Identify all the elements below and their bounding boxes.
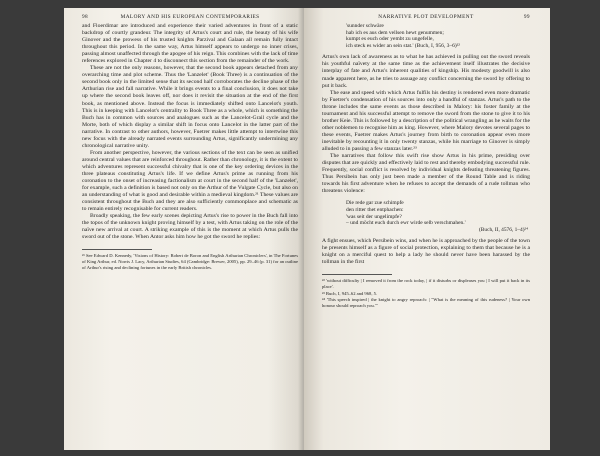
verse-line: hab ich es aus dem vellsen hewt genummen; [346,29,444,36]
verse-line: Die rede gar zue schimpfe [346,200,404,207]
running-header-left [82,10,298,23]
footnote: ²⁴ 'This speech inspired | the knight to angry reproach: | "What is the meaning of this rudeness? | Your own honour should reproach you."' [322,297,530,308]
footnote: ²¹ See Edward D. Kennedy, 'Visions of History: Robert de Boron and English Arthurian Chroniclers', in The Fortunes of King Arthur, ed. Norris J. Lacy, Arthurian Studies, 64 (Cambridge: Brewer, 2005), pp. 29–46 (p. 31) for an outline of Arthur's rising and declining fortunes in the early British chronicles. [82,253,298,270]
left-paragraph: From another perspective, however, the various sections of the text can be seen as unified around central values that are reinforced throughout. Rather than chronology, it is the extent to which adventures represent successful chivalry that is one of the key ordering devices in the three plateaus constituting Artus's life. If we define Artus's prime as running from his coronation to the onset of increasing factionalism at court in the second half of the 'Lanzelet', for example, such a definition is based not only on the Arthur of the Vulgate Cycle, but also on an understanding of what is good and desirable within a medieval kingdom.²¹ These values are consistent throughout the Buch and they are also sufficiently commonplace and schematic as to remain entirely recognisable for current readers. [82,149,298,213]
running-title-right: NARRATIVE PLOT DEVELOPMENT [378,13,474,20]
left-paragraph: Broadly speaking, the few early scenes depicting Artus's rise to power in the Buch fall into the topos of the unknown knight proving himself by a test, with Artus taking on the role of the naïve new arrival at court. A striking example of this is the moment at which Artus pulls the sword out of the stone. When Antor asks him how he got the sword he replies: [82,213,298,241]
verse-line: kumpt es euch oder yembt zu ungefelle, [346,36,434,43]
verse-quotation [346,23,530,49]
right-paragraph: Artus's own lack of awareness as to what he has achieved in pulling out the sword reveals his youthful naïvety at the same time as the achievement itself illustrates the decisive interplay of fate and Artus's inherent qualities of kingship. His modesty goodwill is also made apparent here, as he tries to assuage any conflict concerning the sword by offering to put it back. [322,54,530,89]
page-number-left: 98 [82,13,89,20]
left-paragraph: and Floerdimar are introduced and experience their varied adventures in front of a static backdrop of courtly grandeur. The integrity of Artus's court and rule, the beauty of his wife Ginover and the prowess of his trusted knights Parzival and Galaan all remain fully intact throughout this period. In the same way, Artus himself appears to undergo no inner crises, passing almost unaffected through the apogee of his reign. This combines with the lack of time references explored in Chapter 4 to disconnect this section from the remainder of the work. [82,23,298,65]
right-paragraph: A fight ensues, which Persibein wins, and when he is approached by the people of the town he presents himself as a figure of social protection, explaining to them that because he is a knight on a merciful quest to help a lady he should never have been harassed by the tollman in the first [322,238,530,266]
footnote: ²² 'without difficulty | I removed it from the rock today, | if it disturbs or displeases you | I will put it back in its place'. [322,278,530,290]
verse-citation: (Buch, II, 4576, 1–4)²⁴ [478,226,528,233]
verse-line: – und möcht euch durch ewr wirde selb verschmahen.' [346,220,466,227]
footnote-rule-left [82,249,152,250]
right-paragraph: The ease and speed with which Artus fulfils his destiny is rendered even more dramatic by Fuetrer's condensation of his sources into only a handful of stanzas. Artus's path to the throne includes the same events as those described in Malory: his foster family at the tournament and his successful attempt to remove the sword from the stone to give it to his brother Keie. This is followed by a description of the political wrangling as he waits for the other noblemen to recognise him as king. However, where Malory devotes several pages to these events, Fuetrer makes Artus's journey from birth to coronation appear even more inevitable by recounting it in only twenty stanzas, while his marriage to Ginover is simply alluded to in passing a few stanzas later.²³ [322,89,530,152]
verse-line: ich steck es wider an sein stat.' (Buch, I, 956, 3–6)²² [346,42,460,49]
verse-quotation [346,200,530,226]
running-title-left: MALORY AND HIS EUROPEAN CONTEMPORARIES [120,13,260,20]
left-page [64,8,304,450]
footnote: ²³ Buch, I, 945–62 and 968, 5. [322,290,378,296]
footnote-rule-right [322,274,392,275]
right-paragraph: The narratives that follow this swift rise show Artus in his prime, presiding over disputes that are quickly and effectively laid to rest and thereby embodying successful rule. Frequently, social conflict is resolved by individual knights defeating threatening figures. Thus Persibein has only just been made a member of the Round Table and is riding towards his first adventure when he refuses to accept the demands of a rude tollman who threatens violence: [322,153,530,195]
right-page [304,8,550,450]
right-body [322,23,530,266]
page-number-right: 99 [523,13,530,20]
left-body [82,23,298,241]
verse-line: 'sunnder schwäre [346,23,384,29]
verse-line: 'was seit der ungelimpfe? [346,213,402,220]
running-header-right [322,10,530,23]
left-paragraph: These are not the only reasons, however, that the second book appears detached from any overarching time and plot scheme. Thus the 'Lanzelet' (Book Three) is a continuation of the second book only in the limited sense that its second half corroborates the decline phase of the Arthurian rise and fall narrative. While it brings events to a final conclusion, it does not take up where the second book leaves off, nor does it revisit the situation at the end of the first book, as mentioned above. Instead the focus is immediately shifted onto Lancelot's youth. This is in keeping with Lancelot's centrality to Book Three as a whole, which is something the Buch has in common with sources and analogues such as the Lancelot-Grail cycle and the Morte, both of which display a similar shift in focus onto Lancelot in the latter part of the narrative. In contrast to other authors, however, Fuetrer makes little attempt to intertwine this new focus with the already narrated events surrounding Artus, significantly undermining any chronological narrative unity. [82,65,298,149]
verse-line: den ritter thet entphachen: [346,206,404,213]
